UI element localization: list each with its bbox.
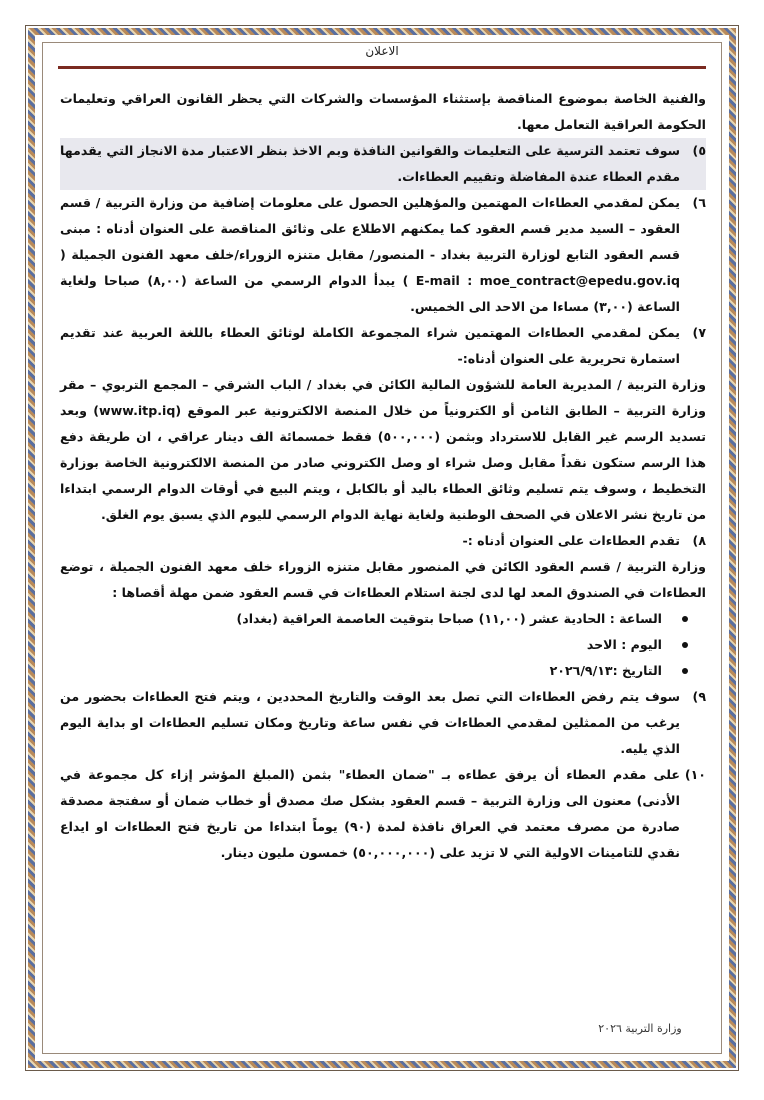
clause-5 [60, 138, 706, 190]
clause-number: ٨) [692, 533, 706, 548]
clause-text: سوف تعتمد الترسية على التعليمات والقوانين النافذة وبم الاخذ بنظر الاعتبار مدة الانجاز التي يقدمها مقدم العطاء عندة المفاضلة وتقييم العطاءات. [60, 143, 680, 184]
clause-text: يمكن لمقدمي العطاءات المهتمين شراء المجموعة الكاملة لوثائق العطاء باللغة العربية عند تقديم استمارة تحريرية على العنوان أدناه:- [60, 325, 680, 366]
clause-text: تقدم العطاءات على العنوان أدناه :- [462, 533, 680, 548]
clause-number: ٧) [692, 325, 706, 340]
intro-paragraph: والفنية الخاصة بموضوع المناقصة بإستثناء المؤسسات والشركات التي يحظر القانون العراقي وتعليمات الحكومة العراقية التعامل معها. [60, 91, 706, 132]
clause-number: ٦) [692, 195, 706, 210]
clause-8-detail: وزارة التربية / قسم العقود الكائن في المنصور مقابل متنزه الزوراء خلف معهد الفنون الجميلة ، توضع العطاءات في الصندوق المعد لها لدى لجنة استلام العطاءات في قسم العقود ضمن مهلة أقصاها : [60, 559, 706, 600]
list-item: اليوم : الاحد [60, 632, 662, 658]
list-item: التاريخ :٢٠٢٦/٩/١٣ [60, 658, 662, 684]
clause-number: ١٠) [684, 767, 706, 782]
deadline-list [60, 606, 706, 684]
clause-7 [60, 320, 706, 372]
footer-ministry-year: وزارة التربية ٢٠٢٦ [598, 1022, 682, 1035]
clause-number: ٩) [692, 689, 706, 704]
clause-text: سوف يتم رفض العطاءات التي تصل بعد الوقت والتاريخ المحددين ، ويتم فتح العطاءات بحضور من يرغب من الممثلين لمقدمي العطاءات في نفس ساعة وتاريخ ومكان تسليم العطاءات او بداية اليوم الذي يليه. [60, 689, 680, 756]
clause-number: ٥) [692, 143, 706, 158]
clause-text: على مقدم العطاء أن يرفق عطاءه بـ "ضمان العطاء" بثمن (المبلغ المؤشر إزاء كل مجموعة في الأدنى) معنون الى وزارة التربية – قسم العقود بشكل صك مصدق أو خطاب ضمان أو سفتجة مصدقة صادرة من مصرف معتمد في العراق نافذة لمدة (٩٠) يوماً ابتداءا من تاريخ فتح العطاءات او ايداع نقدي للتامينات الاولية التي لا تزيد على (٥٠,٠٠٠,٠٠٠) خمسون مليون دينار. [60, 767, 680, 860]
page-title: الاعلان [365, 44, 399, 58]
clause-6 [60, 190, 706, 320]
header-divider [58, 66, 706, 69]
clause-9 [60, 684, 706, 762]
clause-8 [60, 528, 706, 554]
document-body [60, 86, 706, 866]
clause-text: يمكن لمقدمي العطاءات المهتمين والمؤهلين الحصول على معلومات إضافية من وزارة التربية / قسم العقود – السيد مدير قسم العقود كما يمكنهم الاطلاع على وثائق المناقصة على العنوان أدناه : مبنى قسم العقود التابع لوزارة التربية بغداد - المنصور/ مقابل متنزه الزوراء/خلف معهد الفنون الجميلة ( E-mail : moe_contract@epedu.gov.iq ) يبدأ الدوام الرسمي من الساعة (٨,٠٠) صباحا ولغاية الساعة (٣,٠٠) مساءا من الاحد الى الخميس. [60, 195, 680, 314]
clause-10 [60, 762, 706, 866]
list-item: الساعة : الحادية عشر (١١,٠٠) صباحا بتوقيت العاصمة العراقية (بغداد) [60, 606, 662, 632]
clause-7-detail: وزارة التربية / المديرية العامة للشؤون المالية الكائن في بغداد / الباب الشرقي – المجمع التربوي – مقر وزارة التربية – الطابق الثامن أو الكترونياً من خلال المنصة الالكترونية عبر الموقع (www.itp.iq) وبعد تسديد الرسم غير القابل للاسترداد وبثمن (٥٠٠,٠٠٠) فقط خمسمائة الف دينار عراقي ، ان طريقة دفع هذا الرسم ستكون نقداً مقابل وصل شراء او وصل الكتروني صادر من المنصة الالكترونية الخاصة بوزارة التخطيط ، وسوف يتم تسليم وثائق العطاء باليد أو بالكابل ، ويتم البيع في أوقات الدوام الرسمي ابتداءا من تاريخ نشر الاعلان في الصحف الوطنية ولغاية نهاية الدوام الرسمي لليوم الذي يسبق يوم الغلق. [60, 377, 706, 522]
